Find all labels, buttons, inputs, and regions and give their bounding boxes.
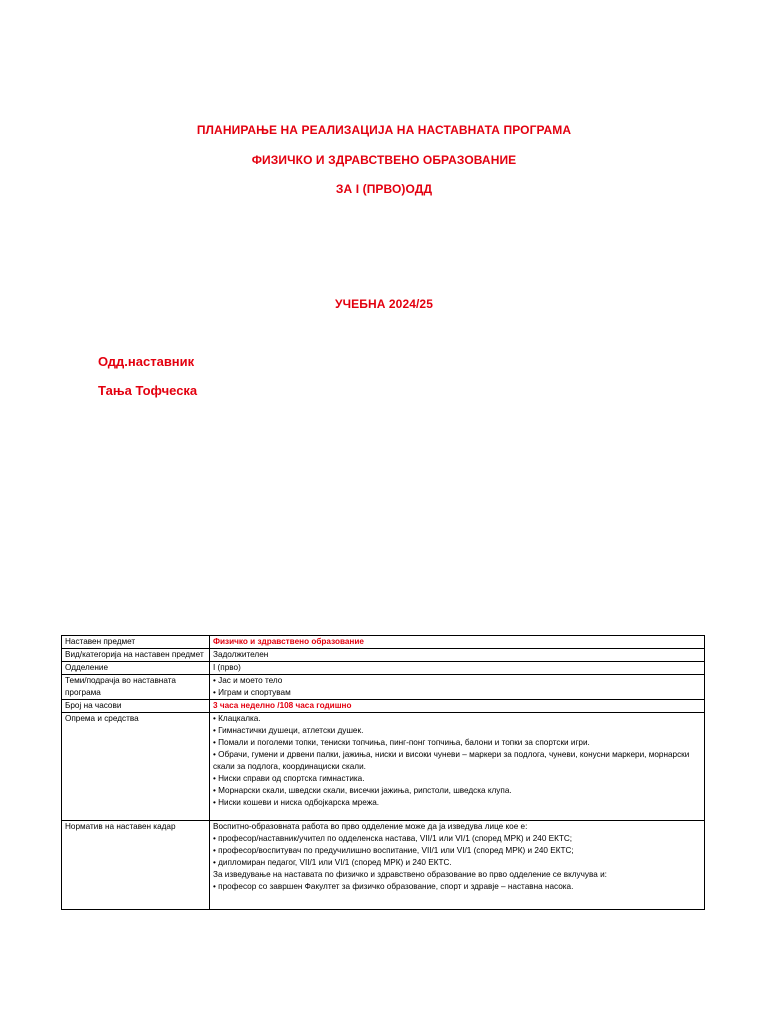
topics-value: [210, 675, 705, 700]
list-item: • професор/воспитувач по предучилишно воспитание, VII/1 или VI/1 (според МРК) и 240 ЕКТС;: [213, 846, 574, 855]
staff-label: Норматив на наставен кадар: [62, 821, 210, 910]
school-year-title: УЧЕБНА 2024/25: [335, 297, 433, 311]
list-item: • Гимнастички душеци, атлетски душек.: [213, 726, 364, 735]
table-row: [62, 821, 705, 910]
list-item: • Ниски справи од спортска гимнастика.: [213, 774, 365, 783]
document-title: ПЛАНИРАЊЕ НА РЕАЛИЗАЦИЈА НА НАСТАВНАТА ПРОГРАМА: [196, 123, 572, 137]
subject-value: Физичко и здравствено образование: [210, 636, 705, 649]
list-item: За изведување на наставата по физичко и здравствено образование во прво одделение се вклучува и:: [213, 870, 607, 879]
program-info-table: [61, 635, 705, 910]
list-item: • Јас и моето тело: [213, 676, 283, 685]
grade-label: Одделение: [62, 662, 210, 675]
table-row: [62, 636, 705, 649]
subject-title: ФИЗИЧКО И ЗДРАВСТВЕНО ОБРАЗОВАНИЕ: [251, 153, 517, 167]
table-row: [62, 662, 705, 675]
category-value: Задолжителен: [210, 649, 705, 662]
list-item: • професор со завршен Факултет за физичко образование, спорт и здравје – наставна насока.: [213, 882, 574, 891]
topics-label: Теми/подрачја во наставната програма: [62, 675, 210, 700]
hours-label: Број на часови: [62, 700, 210, 713]
equipment-value: [210, 713, 705, 821]
teacher-role: Одд.наставник: [98, 354, 195, 369]
subject-label: Наставен предмет: [62, 636, 210, 649]
list-item: • Морнарски скали, шведски скали, висечки јажиња, рипстоли, шведска клупа.: [213, 786, 512, 795]
staff-value: [210, 821, 705, 910]
list-item: • Клацкалка.: [213, 714, 261, 723]
category-label: Вид/категорија на наставен предмет: [62, 649, 210, 662]
equipment-label: Опрема и средства: [62, 713, 210, 821]
list-item: • Помали и поголеми топки, тениски топчиња, пинг-понг топчиња, балони и топки за спортски игри.: [213, 738, 590, 747]
teacher-name: Тања Тофческа: [98, 383, 198, 398]
grade-title: ЗА I (ПРВО)ОДД: [335, 182, 433, 196]
list-item: Воспитно-образовната работа во прво одделение може да ја изведува лице кое е:: [213, 822, 528, 831]
table-row: [62, 675, 705, 700]
table-row: [62, 700, 705, 713]
list-item: • професор/наставник/учител по одделенска настава, VII/1 или VI/1 (според МРК) и 240 ЕКТС;: [213, 834, 573, 843]
list-item: • Обрачи, гумени и дрвени палки, јажиња, ниски и високи чуневи – маркери за подлога, чуневи, конусни маркери, морнарски скали за подлога, координациски скали.: [213, 750, 690, 771]
list-item: • дипломиран педагог, VII/1 или VI/1 (според МРК) и 240 ЕКТС.: [213, 858, 452, 867]
table-row: [62, 713, 705, 821]
list-item: • Ниски кошеви и ниска одбојкарска мрежа.: [213, 798, 380, 807]
list-item: • Играм и спортувам: [213, 688, 291, 697]
table-row: [62, 649, 705, 662]
grade-value: I (прво): [210, 662, 705, 675]
hours-value: 3 часа неделно /108 часа годишно: [210, 700, 705, 713]
